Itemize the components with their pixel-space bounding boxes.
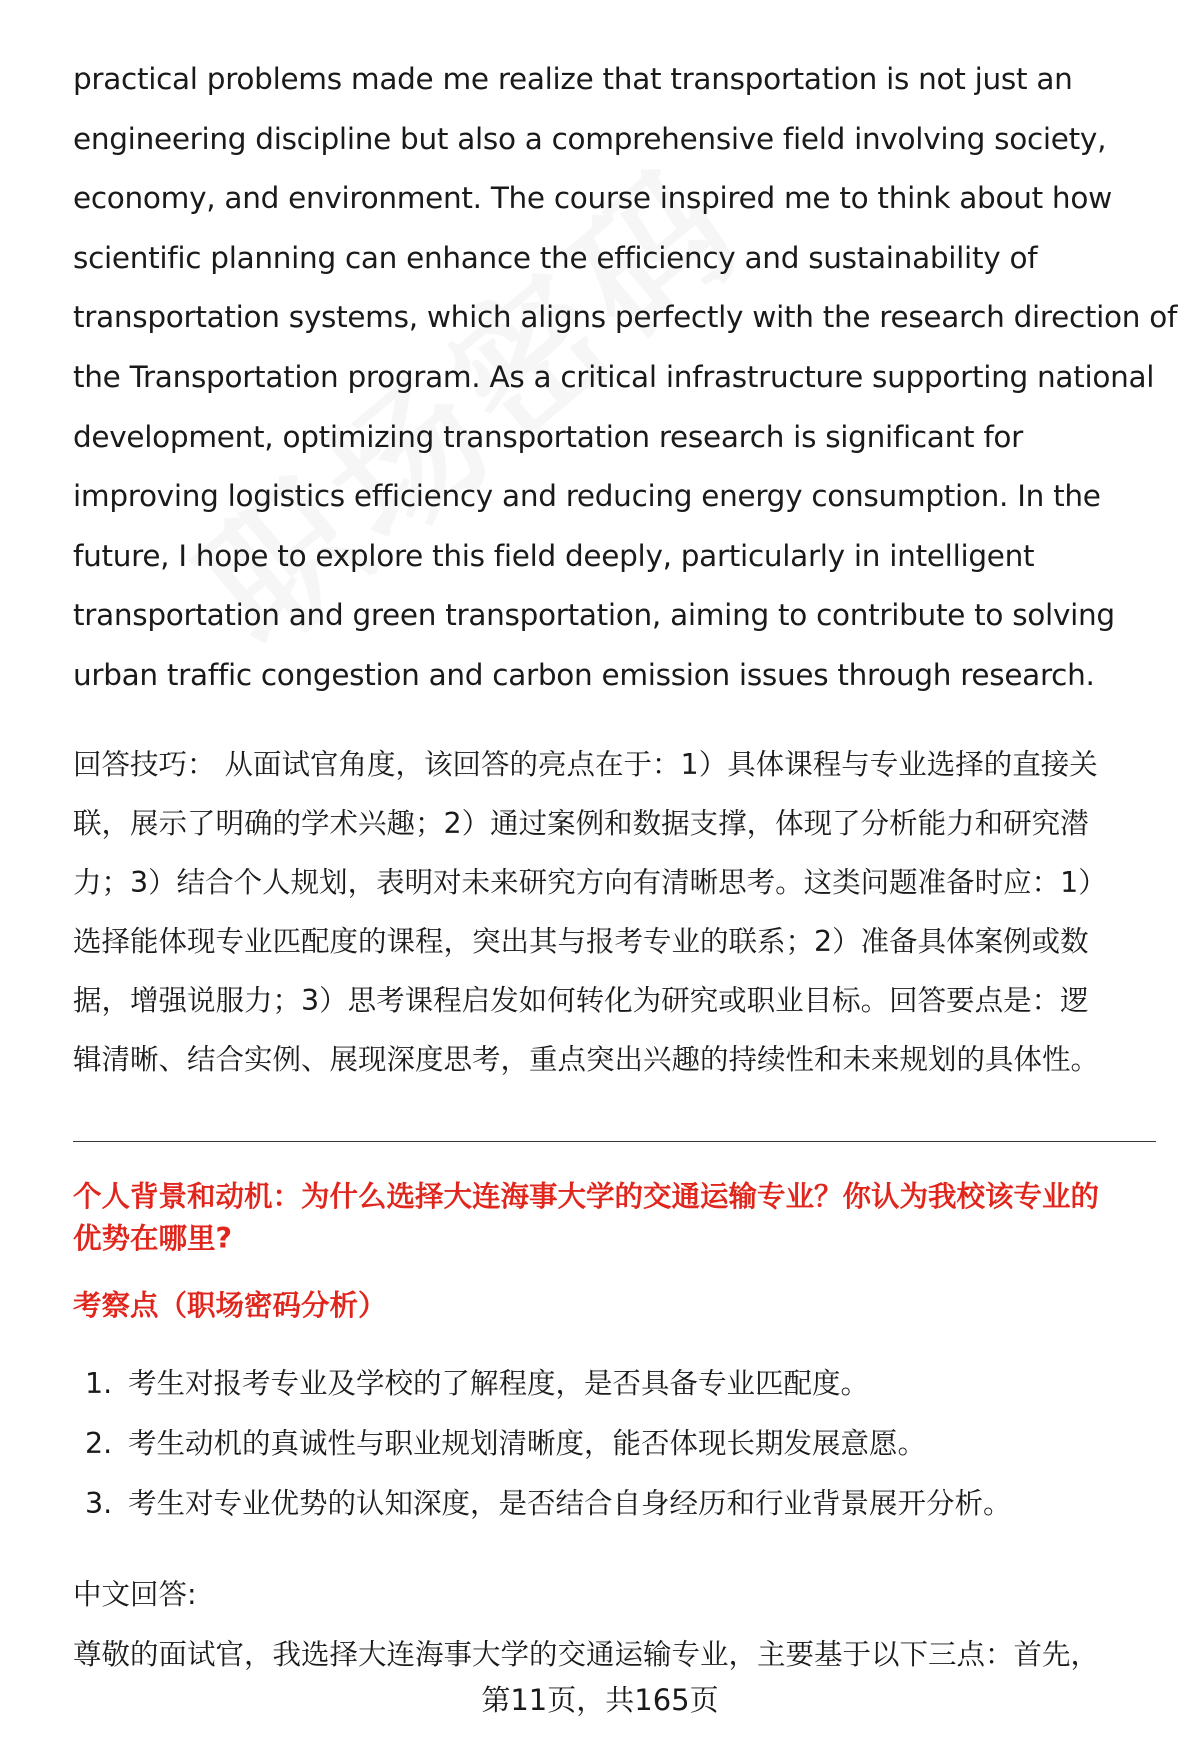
tips-line: 联，展示了明确的学术兴趣；2）通过案例和数据支撑，体现了分析能力和研究潜: [73, 807, 1089, 840]
chinese-answer-heading: 中文回答:: [73, 1578, 197, 1611]
answer-tips: [73, 735, 1163, 1089]
list-item: [73, 1364, 1163, 1424]
list-number: 1.: [85, 1367, 113, 1400]
tips-line: 辑清晰、结合实例、展现深度思考，重点突出兴趣的持续性和未来规划的具体性。: [73, 1043, 1100, 1076]
paragraph-line: improving logistics efficiency and reducing energy consumption. In the: [73, 479, 1101, 514]
paragraph-line: urban traffic congestion and carbon emission issues through research.: [73, 657, 1095, 692]
list-item-text: 考生对专业优势的认知深度，是否结合自身经历和行业背景展开分析。: [128, 1487, 1012, 1520]
chinese-answer-text: 尊敬的面试官，我选择大连海事大学的交通运输专业，主要基于以下三点：首先，: [73, 1638, 1100, 1671]
list-number: 2.: [85, 1427, 113, 1460]
question-line: 个人背景和动机：为什么选择大连海事大学的交通运输专业？你认为我校该专业的: [73, 1180, 1100, 1213]
page-footer: 第11页，共165页: [481, 1683, 719, 1717]
paragraph-line: development, optimizing transportation research is significant for: [73, 419, 1023, 454]
tips-line: 选择能体现专业匹配度的课程，突出其与报考专业的联系；2）准备具体案例或数: [73, 925, 1089, 958]
list-item-text: 考生动机的真诚性与职业规划清晰度，能否体现长期发展意愿。: [128, 1427, 927, 1460]
paragraph-line: economy, and environment. The course inspired me to think about how: [73, 181, 1112, 216]
list-item: [73, 1484, 1163, 1544]
english-paragraph: [73, 50, 1178, 706]
exam-points-list: [73, 1364, 1163, 1544]
list-item-text: 考生对报考专业及学校的了解程度，是否具备专业匹配度。: [128, 1367, 870, 1400]
paragraph-line: transportation and green transportation, aiming to contribute to solving: [73, 598, 1115, 633]
paragraph-line: practical problems made me realize that transportation is not just an: [73, 62, 1073, 96]
paragraph-line: future, I hope to explore this field deeply, particularly in intelligent: [73, 538, 1035, 573]
list-item: [73, 1424, 1163, 1484]
question-line: 优势在哪里?: [73, 1222, 233, 1255]
tips-line: 回答技巧： 从面试官角度，该回答的亮点在于：1）具体课程与专业选择的直接关: [73, 748, 1098, 781]
tips-line: 据，增强说服力；3）思考课程启发如何转化为研究或职业目标。回答要点是：逻: [73, 984, 1089, 1017]
paragraph-line: engineering discipline but also a comprehensive field involving society,: [73, 121, 1107, 156]
paragraph-line: scientific planning can enhance the efficiency and sustainability of: [73, 240, 1038, 275]
paragraph-line: transportation systems, which aligns perfectly with the research direction of: [73, 300, 1178, 335]
paragraph-line: the Transportation program. As a critical infrastructure supporting national: [73, 359, 1155, 394]
exam-points-heading: 考察点（职场密码分析）: [73, 1289, 387, 1322]
question-heading: [73, 1176, 1163, 1260]
section-divider: [73, 1141, 1156, 1142]
tips-line: 力；3）结合个人规划，表明对未来研究方向有清晰思考。这类问题准备时应：1）: [73, 866, 1107, 899]
list-number: 3.: [85, 1487, 113, 1520]
